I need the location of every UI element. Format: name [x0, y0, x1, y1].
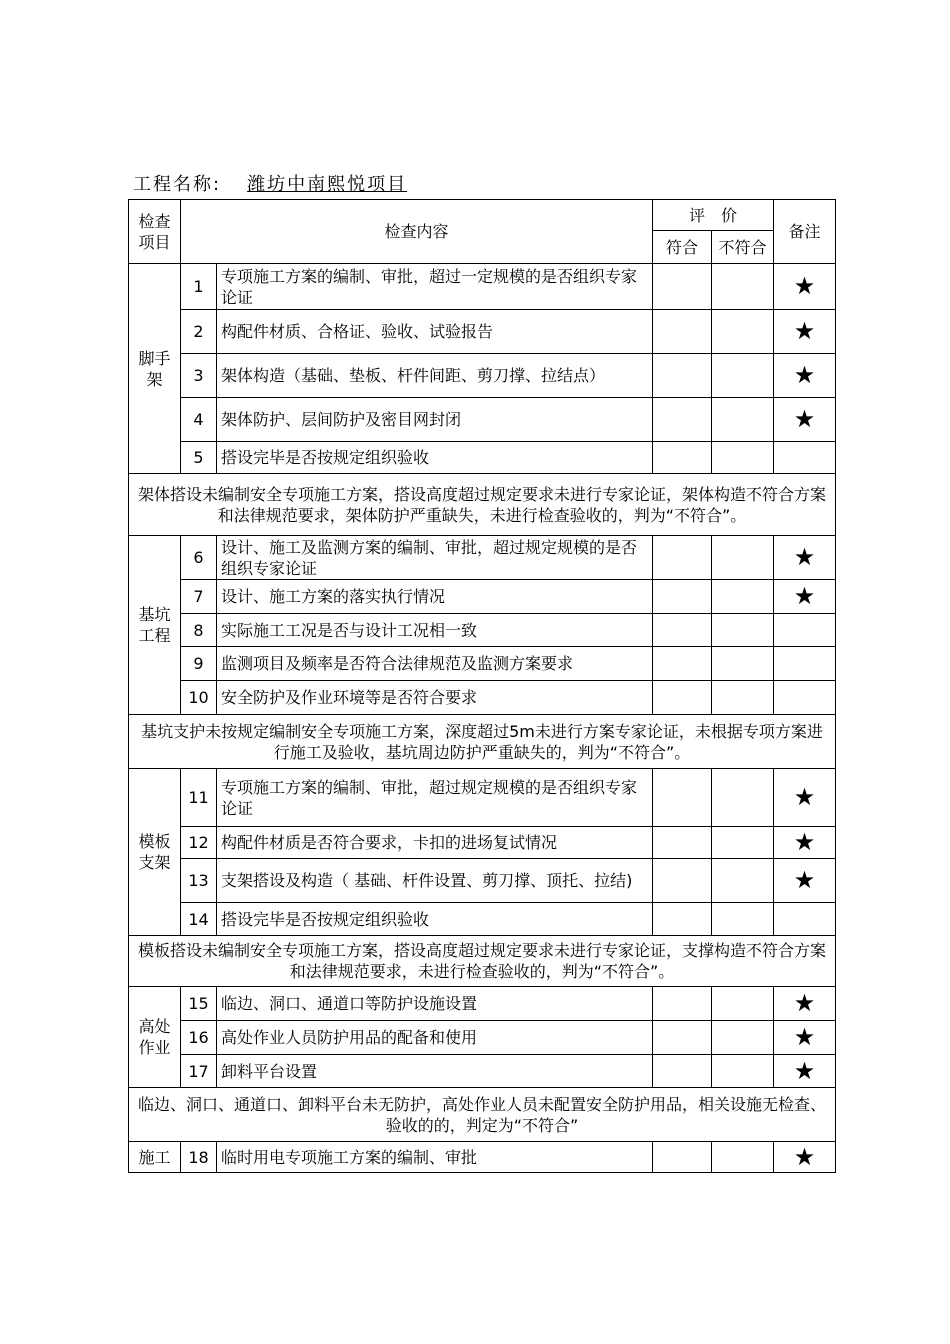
fail-cell[interactable] — [712, 903, 774, 936]
item-number: 9 — [181, 647, 217, 681]
pass-cell[interactable] — [653, 859, 712, 903]
pass-cell[interactable] — [653, 580, 712, 614]
table-row — [129, 264, 836, 310]
fail-cell[interactable] — [712, 580, 774, 614]
star-icon: ★ — [774, 769, 836, 827]
fail-cell[interactable] — [712, 1021, 774, 1055]
item-text: 安全防护及作业环境等是否符合要求 — [217, 681, 653, 715]
item-text: 构配件材质、合格证、验收、试验报告 — [217, 310, 653, 354]
table-row — [129, 1142, 836, 1173]
table-row — [129, 398, 836, 442]
item-number: 16 — [181, 1021, 217, 1055]
item-text: 实际施工工况是否与设计工况相一致 — [217, 614, 653, 647]
item-number: 1 — [181, 264, 217, 310]
judgement-note: 模板搭设未编制安全专项施工方案，搭设高度超过规定要求未进行专家论证，支撑构造不符合方案和法律规范要求，未进行检查验收的，判为“不符合”。 — [129, 936, 836, 987]
fail-cell[interactable] — [712, 859, 774, 903]
item-number: 12 — [181, 827, 217, 859]
remark-cell — [774, 442, 836, 474]
table-row — [129, 1055, 836, 1088]
table-row — [129, 859, 836, 903]
fail-cell[interactable] — [712, 264, 774, 310]
item-text: 设计、施工及监测方案的编制、审批，超过规定规模的是否组织专家论证 — [217, 536, 653, 580]
item-text: 卸料平台设置 — [217, 1055, 653, 1088]
category-cell: 基坑工程 — [129, 536, 181, 715]
pass-cell[interactable] — [653, 1055, 712, 1088]
pass-cell[interactable] — [653, 903, 712, 936]
pass-cell[interactable] — [653, 681, 712, 715]
item-text: 临时用电专项施工方案的编制、审批 — [217, 1142, 653, 1173]
table-row — [129, 1021, 836, 1055]
pass-cell[interactable] — [653, 1142, 712, 1173]
pass-cell[interactable] — [653, 1021, 712, 1055]
item-text: 专项施工方案的编制、审批，超过规定规模的是否组织专家论证 — [217, 769, 653, 827]
star-icon: ★ — [774, 987, 836, 1021]
item-number: 10 — [181, 681, 217, 715]
star-icon: ★ — [774, 354, 836, 398]
fail-cell[interactable] — [712, 614, 774, 647]
fail-cell[interactable] — [712, 442, 774, 474]
table-row — [129, 827, 836, 859]
project-name: 潍坊中南熙悦项目 — [247, 174, 408, 195]
item-number: 8 — [181, 614, 217, 647]
project-title — [133, 170, 429, 196]
judgement-note: 临边、洞口、通道口、卸料平台未无防护，高处作业人员未配置安全防护用品，相关设施无检查、验收的的，判定为“不符合” — [129, 1088, 836, 1142]
fail-cell[interactable] — [712, 647, 774, 681]
item-text: 监测项目及频率是否符合法律规范及监测方案要求 — [217, 647, 653, 681]
star-icon: ★ — [774, 1142, 836, 1173]
remark-cell — [774, 614, 836, 647]
table-row — [129, 987, 836, 1021]
remark-cell — [774, 903, 836, 936]
item-number: 15 — [181, 987, 217, 1021]
judgement-note-row — [129, 936, 836, 987]
fail-cell[interactable] — [712, 681, 774, 715]
item-text: 构配件材质是否符合要求，卡扣的进场复试情况 — [217, 827, 653, 859]
star-icon: ★ — [774, 536, 836, 580]
item-text: 临边、洞口、通道口等防护设施设置 — [217, 987, 653, 1021]
table-row — [129, 647, 836, 681]
table-row — [129, 681, 836, 715]
pass-cell[interactable] — [653, 987, 712, 1021]
header-item: 检查项目 — [129, 200, 181, 264]
item-number: 7 — [181, 580, 217, 614]
pass-cell[interactable] — [653, 536, 712, 580]
header-evaluation: 评 价 — [653, 200, 774, 231]
category-cell: 脚手架 — [129, 264, 181, 474]
fail-cell[interactable] — [712, 536, 774, 580]
item-number: 11 — [181, 769, 217, 827]
table-row — [129, 442, 836, 474]
inspection-table — [128, 199, 836, 1173]
fail-cell[interactable] — [712, 769, 774, 827]
remark-cell — [774, 681, 836, 715]
star-icon: ★ — [774, 310, 836, 354]
star-icon: ★ — [774, 580, 836, 614]
item-text: 高处作业人员防护用品的配备和使用 — [217, 1021, 653, 1055]
judgement-note-row — [129, 1088, 836, 1142]
item-text: 支架搭设及构造（ 基础、杆件设置、剪刀撑、顶托、拉结) — [217, 859, 653, 903]
project-label: 工程名称: — [133, 174, 222, 195]
table-row — [129, 580, 836, 614]
star-icon: ★ — [774, 827, 836, 859]
category-cell: 高处作业 — [129, 987, 181, 1088]
table-row — [129, 536, 836, 580]
item-text: 设计、施工方案的落实执行情况 — [217, 580, 653, 614]
pass-cell[interactable] — [653, 264, 712, 310]
pass-cell[interactable] — [653, 398, 712, 442]
pass-cell[interactable] — [653, 354, 712, 398]
star-icon: ★ — [774, 1055, 836, 1088]
table-row — [129, 354, 836, 398]
judgement-note: 架体搭设未编制安全专项施工方案，搭设高度超过规定要求未进行专家论证，架体构造不符合方案和法律规范要求，架体防护严重缺失，未进行检查验收的，判为“不符合”。 — [129, 474, 836, 536]
star-icon: ★ — [774, 859, 836, 903]
pass-cell[interactable] — [653, 827, 712, 859]
fail-cell[interactable] — [712, 987, 774, 1021]
header-content: 检查内容 — [181, 200, 653, 264]
category-cell: 施工 — [129, 1142, 181, 1173]
judgement-note: 基坑支护未按规定编制安全专项施工方案，深度超过5m未进行方案专家论证，未根据专项方案进行施工及验收，基坑周边防护严重缺失的，判为“不符合”。 — [129, 715, 836, 769]
item-text: 架体防护、层间防护及密目网封闭 — [217, 398, 653, 442]
judgement-note-row — [129, 715, 836, 769]
table-row — [129, 614, 836, 647]
fail-cell[interactable] — [712, 1055, 774, 1088]
fail-cell[interactable] — [712, 310, 774, 354]
item-number: 4 — [181, 398, 217, 442]
item-number: 18 — [181, 1142, 217, 1173]
item-number: 17 — [181, 1055, 217, 1088]
pass-cell[interactable] — [653, 769, 712, 827]
item-number: 13 — [181, 859, 217, 903]
pass-cell[interactable] — [653, 442, 712, 474]
header-remark: 备注 — [774, 200, 836, 264]
star-icon: ★ — [774, 264, 836, 310]
item-text: 搭设完毕是否按规定组织验收 — [217, 442, 653, 474]
item-text: 专项施工方案的编制、审批，超过一定规模的是否组织专家论证 — [217, 264, 653, 310]
fail-cell[interactable] — [712, 354, 774, 398]
fail-cell[interactable] — [712, 827, 774, 859]
table-row — [129, 310, 836, 354]
pass-cell[interactable] — [653, 310, 712, 354]
item-number: 2 — [181, 310, 217, 354]
item-number: 14 — [181, 903, 217, 936]
star-icon: ★ — [774, 1021, 836, 1055]
judgement-note-row — [129, 474, 836, 536]
fail-cell[interactable] — [712, 398, 774, 442]
item-number: 5 — [181, 442, 217, 474]
header-fail: 不符合 — [712, 231, 774, 264]
pass-cell[interactable] — [653, 614, 712, 647]
remark-cell — [774, 647, 836, 681]
item-text: 架体构造（基础、垫板、杆件间距、剪刀撑、拉结点） — [217, 354, 653, 398]
category-cell: 模板支架 — [129, 769, 181, 936]
header-pass: 符合 — [653, 231, 712, 264]
table-row — [129, 903, 836, 936]
fail-cell[interactable] — [712, 1142, 774, 1173]
pass-cell[interactable] — [653, 647, 712, 681]
star-icon: ★ — [774, 398, 836, 442]
item-number: 3 — [181, 354, 217, 398]
item-number: 6 — [181, 536, 217, 580]
item-text: 搭设完毕是否按规定组织验收 — [217, 903, 653, 936]
table-row — [129, 769, 836, 827]
